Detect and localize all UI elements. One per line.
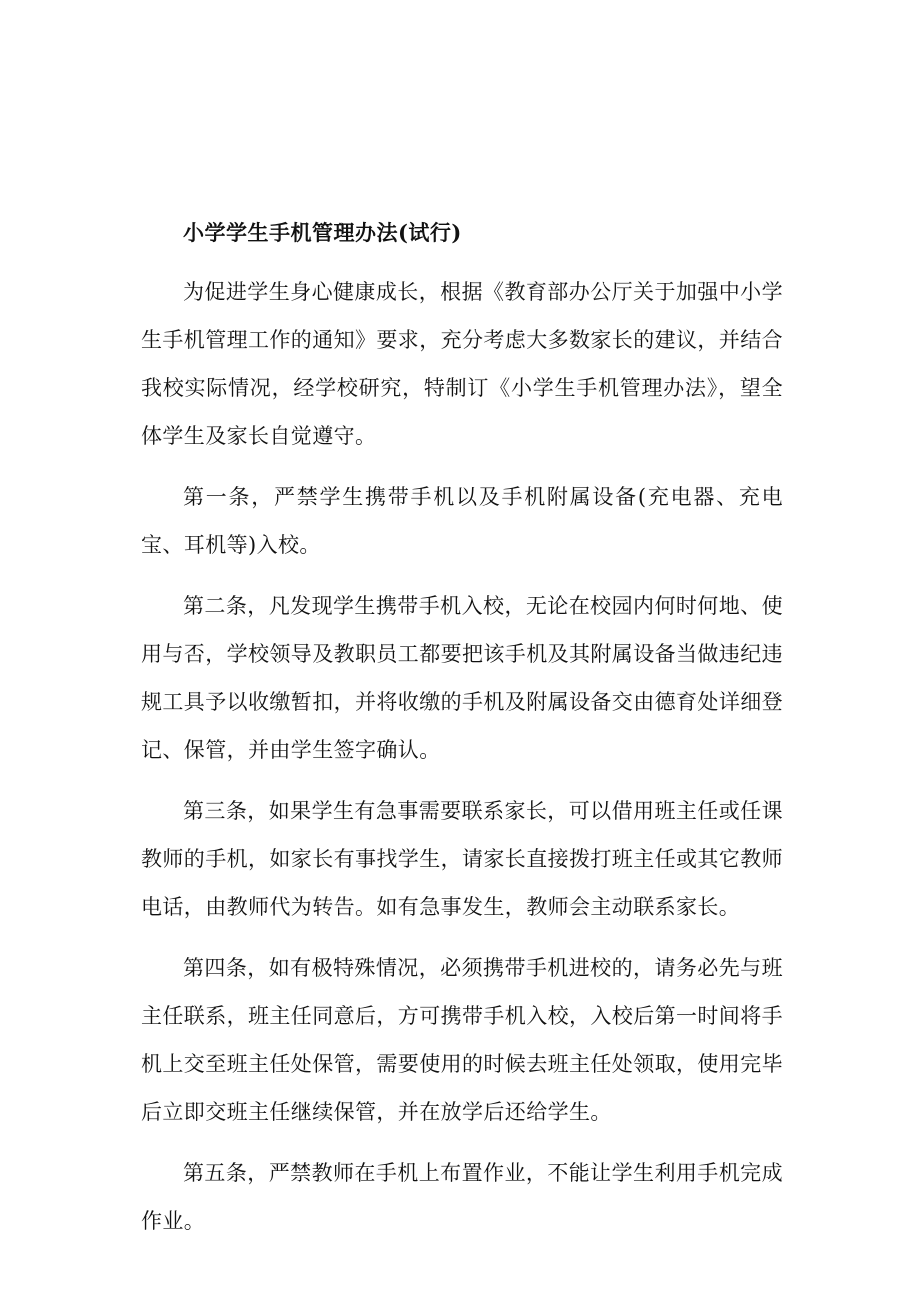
intro-paragraph: 为促进学生身心健康成长，根据《教育部办公厅关于加强中小学生手机管理工作的通知》要求，充分考虑大多数家长的建议，并结合我校实际情况，经学校研究，特制订《小学生手机管理办法》，望全体学生及家长自觉遵守。 — [141, 280, 783, 448]
article-4: 第四条，如有极特殊情况，必须携带手机进校的，请务必先与班主任联系，班主任同意后，方可携带手机入校，入校后第一时间将手机上交至班主任处保管，需要使用的时候去班主任处领取，使用完毕后立即交班主任继续保管，并在放学后还给学生。 — [141, 956, 783, 1124]
article-3: 第三条，如果学生有急事需要联系家长，可以借用班主任或任课教师的手机，如家长有事找学生，请家长直接拨打班主任或其它教师电话，由教师代为转告。如有急事发生，教师会主动联系家长。 — [141, 799, 783, 919]
article-2: 第二条，凡发现学生携带手机入校，无论在校园内何时何地、使用与否，学校领导及教职员工都要把该手机及其附属设备当做违纪违规工具予以收缴暂扣，并将收缴的手机及附属设备交由德育处详细登记、保管，并由学生签字确认。 — [141, 594, 783, 762]
article-1: 第一条，严禁学生携带手机以及手机附属设备(充电器、充电宝、耳机等)入校。 — [141, 485, 783, 557]
document-title: 小学学生手机管理办法(试行) — [183, 220, 462, 245]
document-body — [141, 212, 783, 1258]
article-5: 第五条，严禁教师在手机上布置作业，不能让学生利用手机完成作业。 — [141, 1161, 783, 1233]
